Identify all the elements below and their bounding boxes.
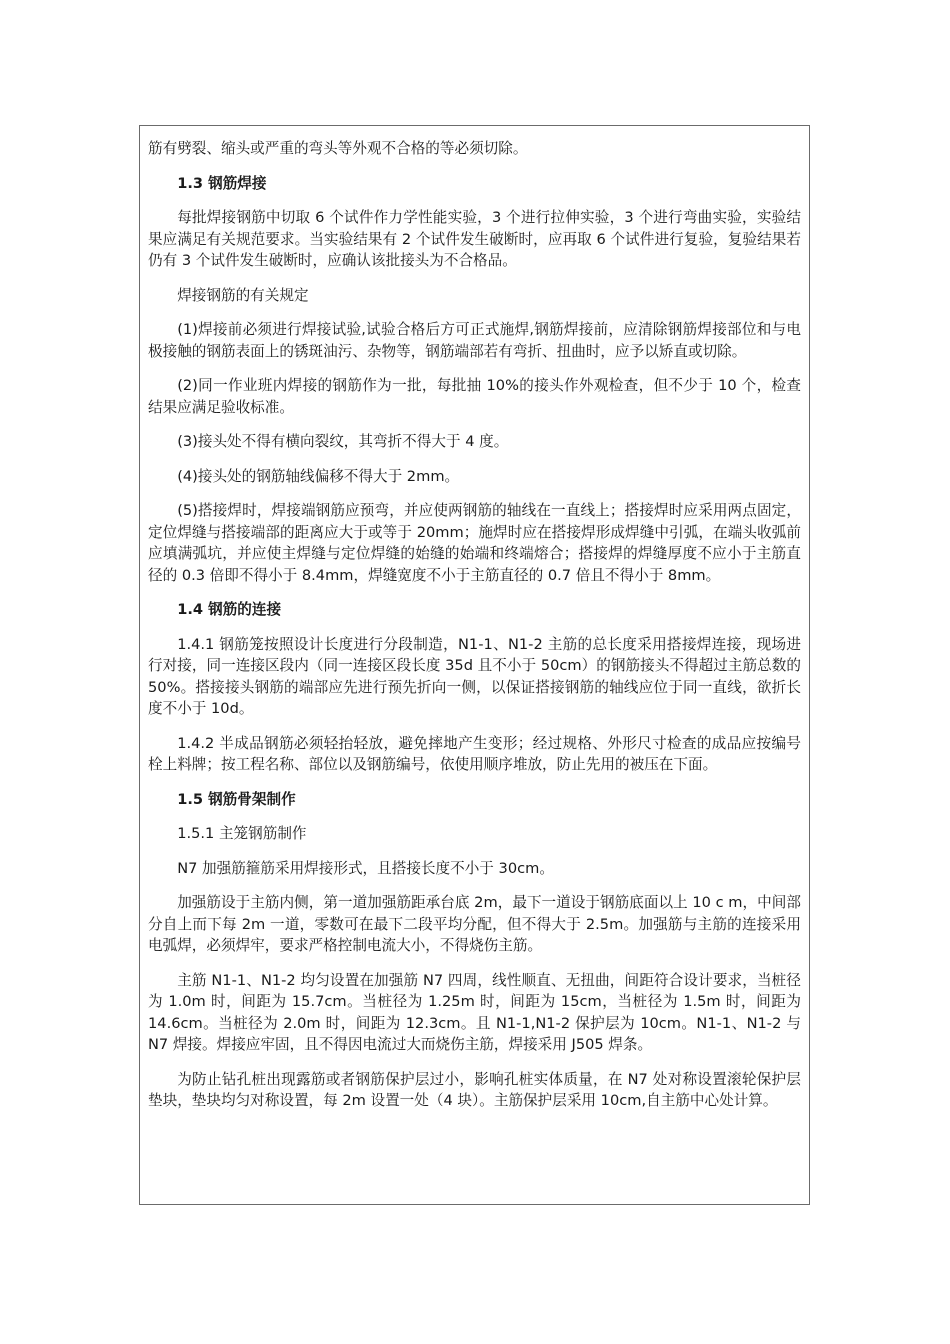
paragraph-rule-3: (3)接头处不得有横向裂纹，其弯折不得大于 4 度。 bbox=[177, 433, 509, 450]
paragraph-1-5-1: 1.5.1 主笼钢筋制作 bbox=[177, 825, 307, 842]
paragraph-rule-5: (5)搭接焊时，焊接端钢筋应预弯，并应使两钢筋的轴线在一直线上；搭接焊时应采用两点固定，定位焊缝与搭接端部的距离应大于或等于 20mm；施焊时应在搭接焊形成焊缝中引弧，在端头收弧前应填满弧坑，并应使主焊缝与定位焊缝的始缝的始端和终端熔合；搭接焊的焊缝厚度不应小于主筋直径的 0.3 倍即不得小于 8.4mm，焊缝宽度不小于主筋直径的 0.7 倍且不得小于 8mm。 bbox=[148, 502, 801, 584]
paragraph-1-4-1: 1.4.1 钢筋笼按照设计长度进行分段制造，N1-1、N1-2 主筋的总长度采用搭接焊连接，现场进行对接，同一连接区段内（同一连接区段长度 35d 且不小于 50cm）的钢筋接头不得超过主筋总数的 50%。搭接接头钢筋的端部应先进行预先折向一侧，以保证搭接钢筋的轴线应位于同一直线，欲折长度不小于 10d。 bbox=[148, 635, 801, 717]
paragraph-sampling: 每批焊接钢筋中切取 6 个试件作力学性能实验，3 个进行拉伸实验，3 个进行弯曲实验，实验结果应满足有关规范要求。当实验结果有 2 个试件发生破断时，应再取 6 个试件进行复验，复验结果若仍有 3 个试件发生破断时，应确认该批接头为不合格品。 bbox=[148, 209, 801, 269]
paragraph-rule-2: (2)同一作业班内焊接的钢筋作为一批，每批抽 10%的接头作外观检查，但不少于 10 个，检查结果应满足验收标准。 bbox=[148, 377, 801, 416]
paragraph-main-bars: 主筋 N1-1、N1-2 均匀设置在加强筋 N7 四周，线性顺直、无扭曲，间距符合设计要求，当桩径为 1.0m 时，间距为 15.7cm。当桩径为 1.25m 时，间距为 15cm，当桩径为 1.5m 时，间距为 14.6cm。当桩径为 2.0m 时，间距为 12.3cm。且 N1-1,N1-2 保护层为 10cm。N1-1、N1-2 与 N7 焊接。焊接应牢固，且不得因电流过大而烧伤主筋，焊接采用 J505 焊条。 bbox=[148, 971, 801, 1053]
paragraph-rule-1: (1)焊接前必须进行焊接试验,试验合格后方可正式施焊,钢筋焊接前，应清除钢筋焊接部位和与电极接触的钢筋表面上的锈斑油污、杂物等，钢筋端部若有弯折、扭曲时，应予以矫直或切除。 bbox=[148, 321, 801, 360]
section-heading-1-3: 1.3 钢筋焊接 bbox=[177, 174, 267, 192]
paragraph-rule-4: (4)接头处的钢筋轴线偏移不得大于 2mm。 bbox=[177, 467, 460, 485]
paragraph-spacer-blocks: 为防止钻孔桩出现露筋或者钢筋保护层过小，影响孔桩实体质量，在 N7 处对称设置滚轮保护层垫块，垫块均匀对称设置，每 2m 设置一处（4 块）。主筋保护层采用 10cm,自主筋中心处计算。 bbox=[148, 1070, 801, 1109]
paragraph-stiffener: 加强筋设于主筋内侧，第一道加强筋距承台底 2m，最下一道设于钢筋底面以上 10 c m，中间部分自上而下每 2m 一道，零数可在最下二段平均分配，但不得大于 2.5m。加强筋与主筋的连接采用电弧焊，必须焊牢，要求严格控制电流大小，不得烧伤主筋。 bbox=[148, 894, 801, 954]
paragraph-continued: 筋有劈裂、缩头或严重的弯头等外观不合格的等必须切除。 bbox=[148, 140, 528, 157]
paragraph-n7-stirrup: N7 加强筋箍筋采用焊接形式，且搭接长度不小于 30cm。 bbox=[177, 859, 554, 877]
section-heading-1-5: 1.5 钢筋骨架制作 bbox=[177, 790, 296, 808]
paragraph-1-4-2: 1.4.2 半成品钢筋必须轻抬轻放，避免摔地产生变形；经过规格、外形尺寸检查的成品应按编号栓上料牌；按工程名称、部位以及钢筋编号，依使用顺序堆放，防止先用的被压在下面。 bbox=[148, 734, 801, 773]
document-frame bbox=[139, 125, 810, 1205]
section-heading-1-4: 1.4 钢筋的连接 bbox=[177, 601, 282, 618]
paragraph-welding-rules-title: 焊接钢筋的有关规定 bbox=[177, 286, 309, 304]
